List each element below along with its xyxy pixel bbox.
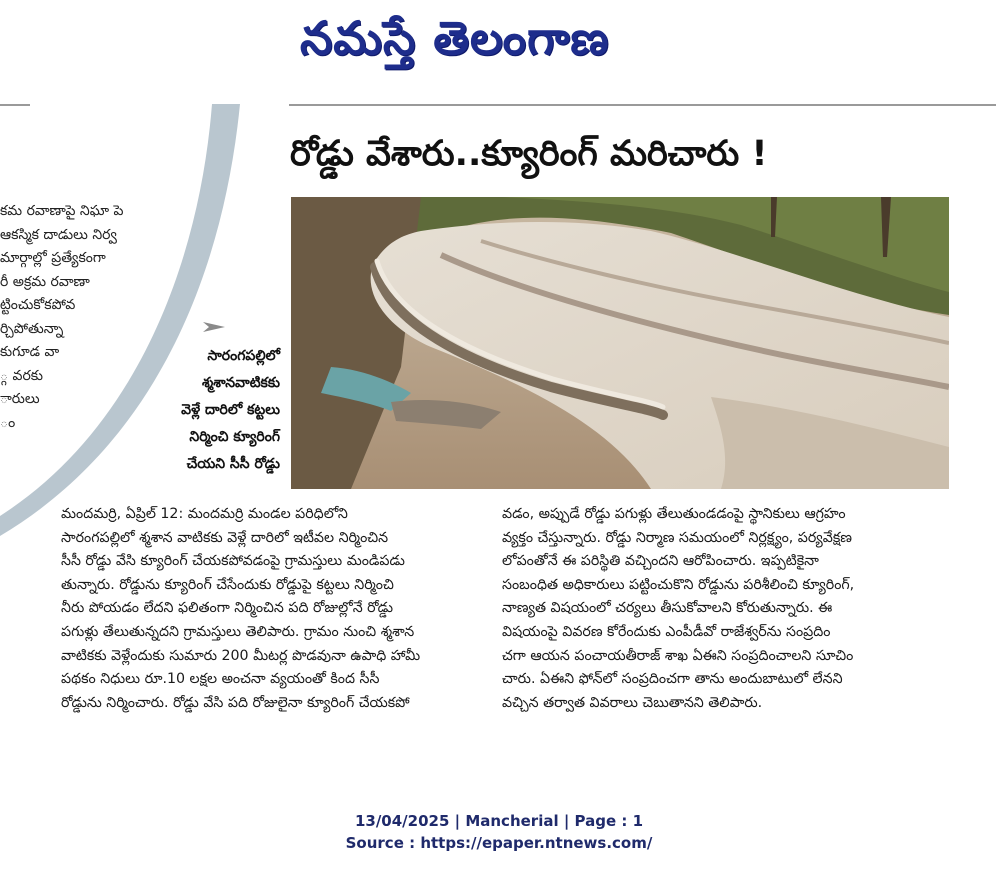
divider-top bbox=[289, 104, 996, 106]
footer-edition-info: 13/04/2025 | Mancherial | Page : 1 bbox=[354, 812, 644, 830]
text-line: కుగూడ వా bbox=[0, 344, 60, 360]
text-line: కమ రవాణాపై నిఘా పె bbox=[0, 203, 124, 219]
caption-line: శ్మశానవాటికకు bbox=[201, 375, 280, 391]
text-line: సంబంధిత అధికారులు పట్టించుకొని రోడ్డును పరిశీలించి క్యూరింగ్, bbox=[502, 576, 855, 593]
article-photo bbox=[291, 197, 949, 489]
text-line: పథకం నిధులు రూ.10 లక్షల అంచనా వ్యయంతో కింద సీసీ bbox=[61, 671, 380, 688]
text-line: ఆకస్మిక దాడులు నిర్వ bbox=[0, 226, 117, 243]
article-body-column-1 bbox=[61, 503, 501, 715]
text-line: వచ్చిన తర్వాత వివరాలు చెబుతానని తెలిపారు. bbox=[502, 694, 763, 711]
caption-line: వెళ్లే దారిలో కట్టలు bbox=[181, 402, 280, 418]
text-line: సారంగపల్లిలో శ్మశాన వాటికకు వెళ్లే దారిలో ఇటీవల నిర్మించిన bbox=[61, 529, 389, 546]
text-line: నాణ్యత విషయంలో చర్యలు తీసుకోవాలని కోరుతున్నారు. ఈ bbox=[502, 600, 833, 617]
text-line: లోపంతోనే ఈ పరిస్థితి వచ్చిందని ఆరోపించారు. ఇప్పటికైనా bbox=[502, 553, 819, 570]
text-line: ర్చిపోతున్నా bbox=[0, 320, 64, 337]
text-line: చగా ఆయన పంచాయతీరాజ్ శాఖ ఏఈని సంప్రదించాలని సూచిం bbox=[502, 647, 854, 664]
caption-line: సారంగపల్లిలో bbox=[207, 348, 280, 364]
text-line: ్గ వరకు bbox=[0, 367, 43, 384]
arrow-right-icon bbox=[203, 321, 225, 333]
article-headline: రోడ్డు వేశారు..క్యూరింగ్ మరిచారు ! bbox=[290, 134, 768, 174]
text-line: పగుళ్లు తేలుతున్నదని గ్రామస్తులు తెలిపారు. గ్రామం నుంచి శ్మశాన bbox=[61, 623, 415, 640]
text-line: రీ అక్రమ రవాణా bbox=[0, 273, 90, 290]
previous-article-fragment bbox=[0, 200, 170, 435]
text-line: చారు. ఏఈని ఫోన్‌లో సంప్రదించగా తాను అందుబాటులో లేనని bbox=[502, 671, 843, 688]
article-body-column-2 bbox=[502, 503, 952, 715]
text-line: మందమర్రి, ఏప్రిల్ 12: మందమర్రి మండల పరిధిలోని bbox=[61, 506, 348, 522]
caption-line: చేయని సీసీ రోడ్డు bbox=[186, 456, 280, 472]
text-line: వడం, అప్పుడే రోడ్డు పగుళ్లు తేలుతుండడంపై స్థానికులు ఆగ్రహం bbox=[502, 506, 846, 522]
text-line: ట్టించుకోకపోవ bbox=[0, 297, 76, 313]
text-line: మార్గాల్లో ప్రత్యేకంగా bbox=[0, 250, 106, 266]
masthead-logo: నమస్తే తెలంగాణ bbox=[300, 11, 610, 65]
photo-caption bbox=[162, 343, 280, 478]
text-line: విషయంపై వివరణ కోరేందుకు ఎంపీడీవో రాజేశ్వర్‌ను సంప్రదిం bbox=[502, 623, 831, 640]
footer-source-link[interactable]: Source : https://epaper.ntnews.com/ bbox=[345, 834, 653, 852]
text-line: ం bbox=[0, 414, 16, 431]
text-line: సీసీ రోడ్డు వేసి క్యూరింగ్ చేయకపోవడంపై గ్రామస్తులు మండిపడు bbox=[61, 553, 405, 570]
text-line: రోడ్డును నిర్మించారు. రోడ్డు వేసి పది రోజులైనా క్యూరింగ్ చేయకపో bbox=[61, 694, 410, 711]
text-line: ారులు bbox=[0, 391, 40, 407]
text-line: నీరు పోయడం లేదని ఫలితంగా నిర్మించిన పది రోజుల్లోనే రోడ్డు bbox=[61, 600, 394, 617]
text-line: తున్నారు. రోడ్డును క్యూరింగ్ చేసేందుకు రోడ్డుపై కట్టలు నిర్మించి bbox=[61, 576, 394, 593]
caption-line: నిర్మించి క్యూరింగ్ bbox=[189, 429, 280, 445]
text-line: వాటికకు వెళ్లేందుకు సుమారు 200 మీటర్ల పొడవునా ఉపాధి హామీ bbox=[61, 647, 421, 664]
text-line: వ్యక్తం చేస్తున్నారు. రోడ్డు నిర్మాణ సమయంలో నిర్లక్ష్యం, పర్యవేక్షణ bbox=[502, 529, 853, 546]
